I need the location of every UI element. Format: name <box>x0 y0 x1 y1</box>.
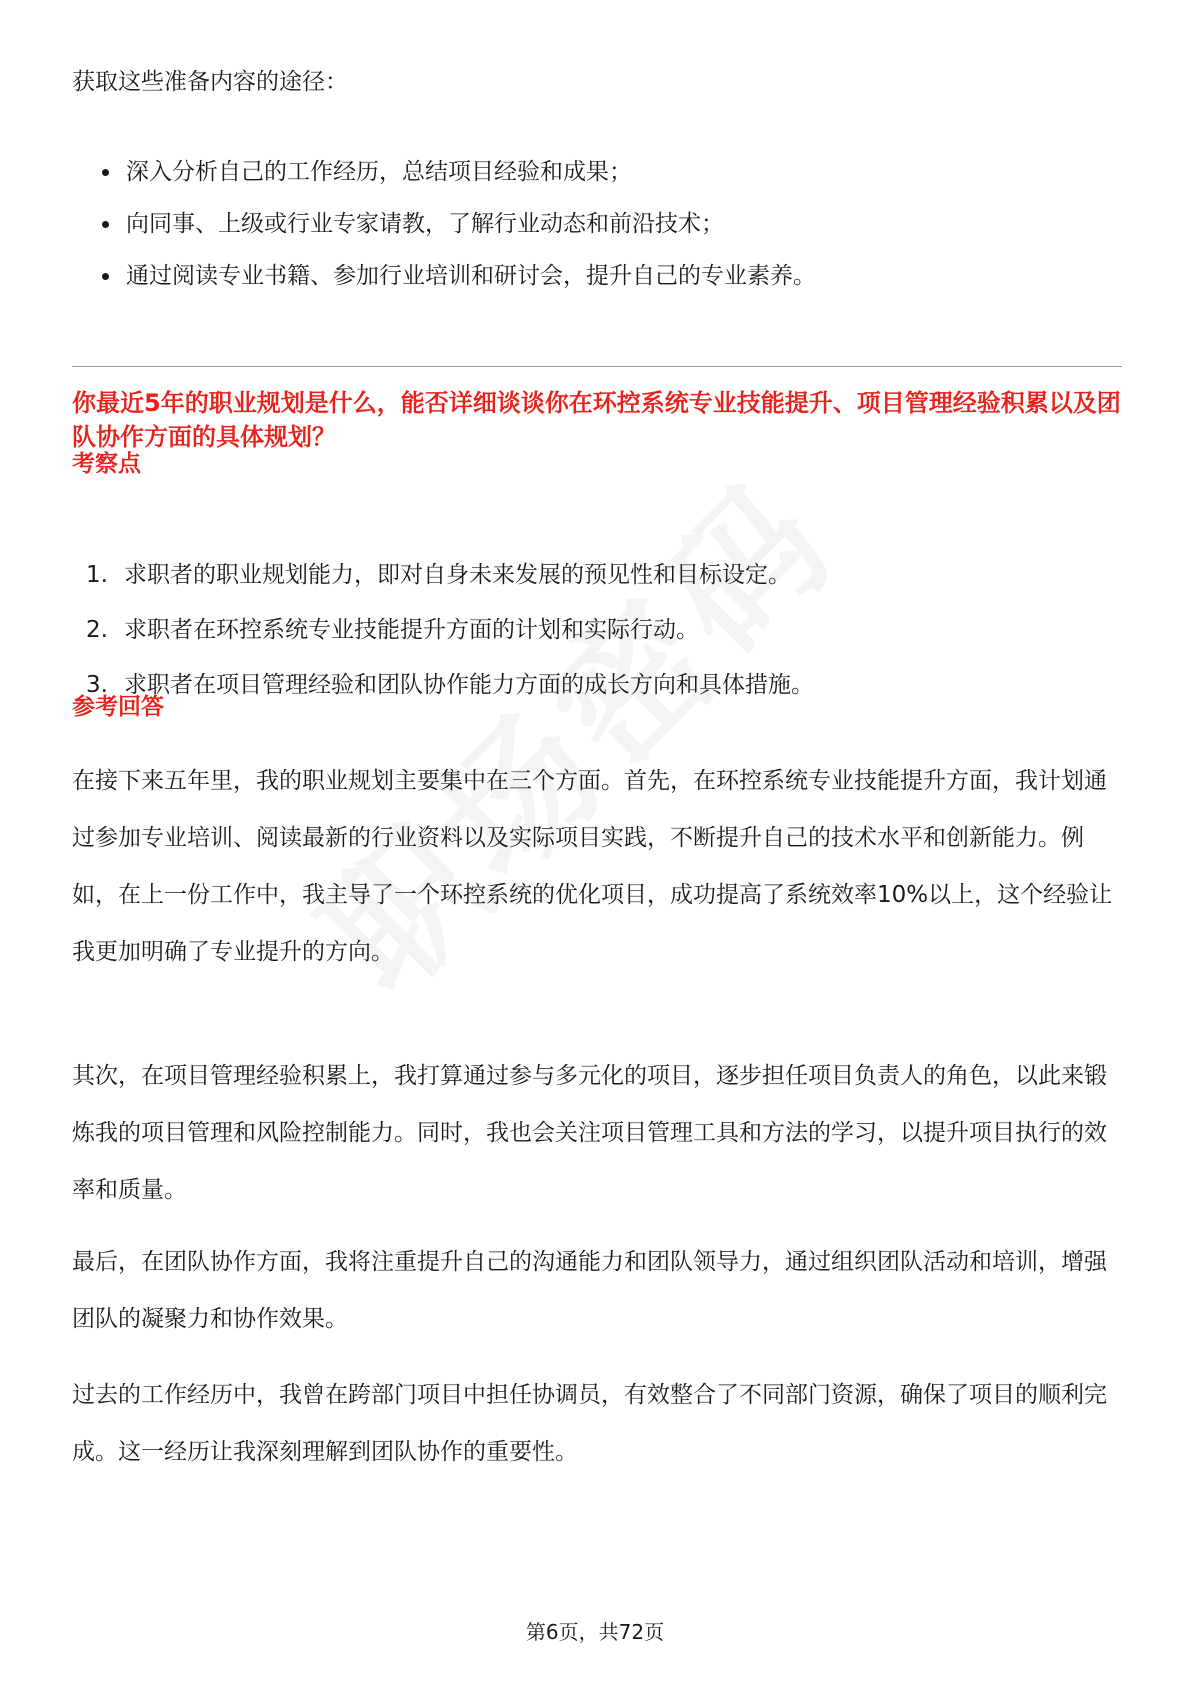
answer-paragraph-1: 在接下来五年里，我的职业规划主要集中在三个方面。首先，在环控系统专业技能提升方面，我计划通过参加专业培训、阅读最新的行业资料以及实际项目实践，不断提升自己的技术水平和创新能力。例如，在上一份工作中，我主导了一个环控系统的优化项目，成功提高了系统效率10%以上，这个经验让我更加明确了专业提升的方向。 <box>72 768 1113 965</box>
list-item <box>72 152 1112 192</box>
answer-paragraph-3: 最后，在团队协作方面，我将注重提升自己的沟通能力和团队领导力，通过组织团队活动和培训，增强团队的凝聚力和协作效果。 <box>72 1249 1107 1332</box>
list-item-text: 深入分析自己的工作经历，总结项目经验和成果； <box>126 159 632 185</box>
list-number: 1. <box>86 562 108 588</box>
list-item <box>72 256 1112 296</box>
list-item-text: 求职者在环控系统专业技能提升方面的计划和实际行动。 <box>124 617 699 643</box>
answer-paragraph-4: 过去的工作经历中，我曾在跨部门项目中担任协调员，有效整合了不同部门资源，确保了项目的顺利完成。这一经历让我深刻理解到团队协作的重要性。 <box>72 1382 1107 1465</box>
points-list <box>72 555 1112 720</box>
points-label: 考察点 <box>72 451 141 477</box>
list-item <box>72 610 1112 650</box>
list-item-text: 求职者的职业规划能力，即对自身未来发展的预见性和目标设定。 <box>124 562 791 588</box>
list-item-text: 求职者在项目管理经验和团队协作能力方面的成长方向和具体措施。 <box>124 672 814 698</box>
list-item <box>72 555 1112 595</box>
list-item <box>72 665 1112 705</box>
list-number: 2. <box>86 617 108 643</box>
answer-paragraph-2: 其次，在项目管理经验积累上，我打算通过参与多元化的项目，逐步担任项目负责人的角色，以此来锻炼我的项目管理和风险控制能力。同时，我也会关注项目管理工具和方法的学习，以提升项目执行的效率和质量。 <box>72 1063 1107 1203</box>
bullet-list <box>72 152 1112 308</box>
section-divider <box>72 366 1122 367</box>
bullet-dot-icon <box>102 273 109 280</box>
document-page <box>72 0 1122 1684</box>
bullet-dot-icon <box>102 169 109 176</box>
page-number-footer: 第6页，共72页 <box>525 1620 665 1644</box>
list-number: 3. <box>86 672 108 698</box>
question-heading: 你最近5年的职业规划是什么，能否详细谈谈你在环控系统专业技能提升、项目管理经验积累以及团队协作方面的具体规划？ <box>72 389 1121 451</box>
intro-text: 获取这些准备内容的途径： <box>72 69 348 95</box>
bullet-dot-icon <box>102 221 109 228</box>
list-item <box>72 204 1112 244</box>
answer-label: 参考回答 <box>72 694 164 720</box>
list-item-text: 通过阅读专业书籍、参加行业培训和研讨会，提升自己的专业素养。 <box>126 263 816 289</box>
list-item-text: 向同事、上级或行业专家请教，了解行业动态和前沿技术； <box>126 211 724 237</box>
